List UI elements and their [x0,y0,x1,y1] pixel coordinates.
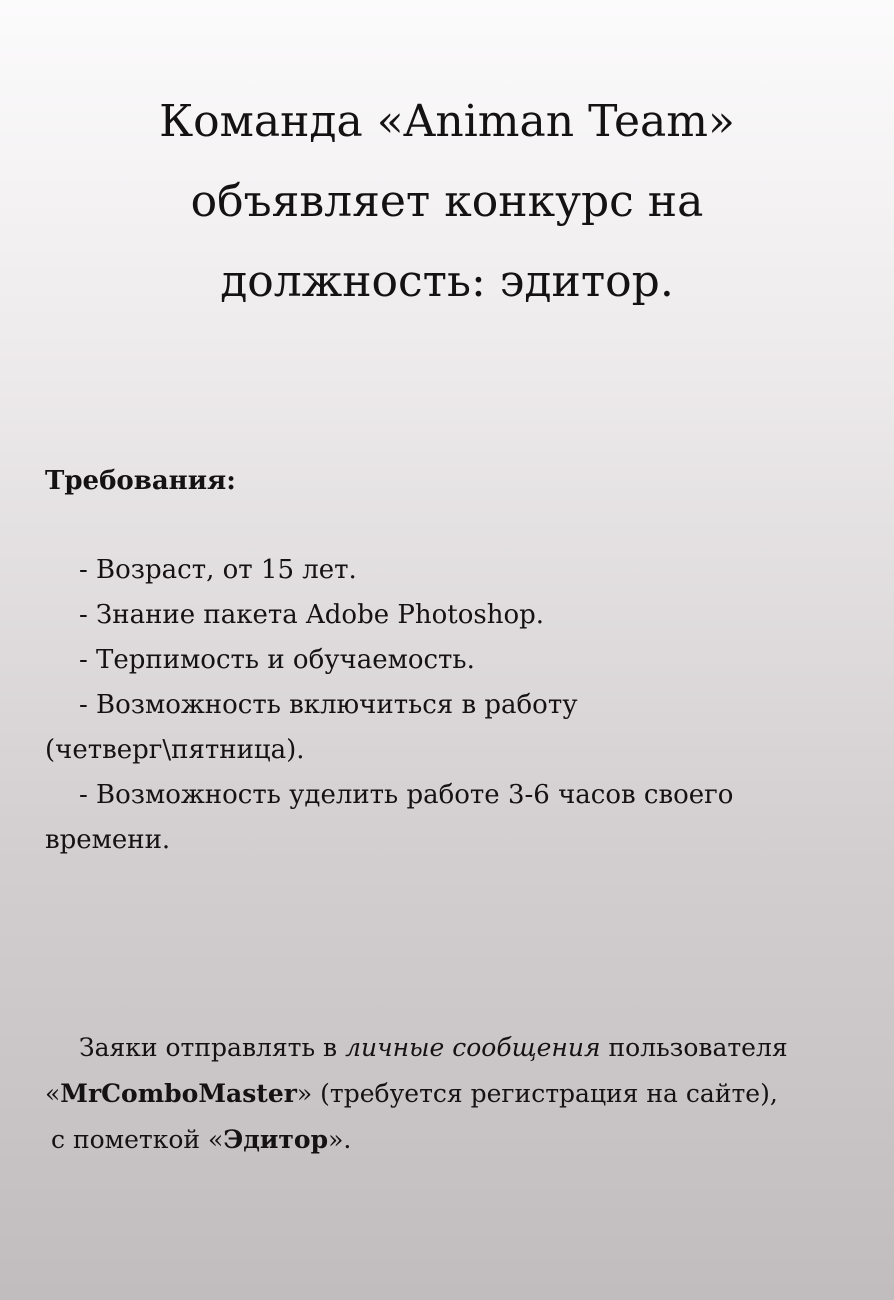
requirement-item: - Возраст, от 15 лет. [79,555,357,585]
instructions-text-5: ». [328,1125,352,1154]
heading-line-1: Команда «Animan Team» [159,96,735,147]
instructions-line-3 [45,1117,865,1163]
announcement-heading [60,82,834,322]
application-instructions [45,1025,865,1163]
requirement-item: - Возможность включиться в работу (четверг\пятница). [45,690,578,765]
requirement-item: - Знание пакета Adobe Photoshop. [79,600,545,630]
instructions-line-1 [45,1025,865,1071]
username: MrComboMaster [60,1079,297,1108]
quote-open: « [45,1079,61,1108]
editor-tag: Эдитор [223,1125,329,1154]
instructions-text-1: Заяки отправлять в [79,1033,346,1062]
instructions-line-2 [45,1071,865,1117]
quote-close: » [296,1079,313,1108]
heading-line-3: должность: эдитор. [220,256,674,307]
requirements-list [45,548,845,863]
requirements-title: Требования: [45,466,236,496]
requirement-item: - Терпимость и обучаемость. [79,645,475,675]
instructions-text-3: (требуется регистрация на сайте), [312,1079,778,1108]
instructions-text-4: с пометкой « [51,1125,224,1154]
private-messages-text: личные сообщения [345,1033,601,1062]
instructions-text-2: пользователя [600,1033,788,1062]
heading-line-2: объявляет конкурс на [190,176,704,227]
requirement-item: - Возможность уделить работе 3-6 часов своего времени. [45,780,734,855]
